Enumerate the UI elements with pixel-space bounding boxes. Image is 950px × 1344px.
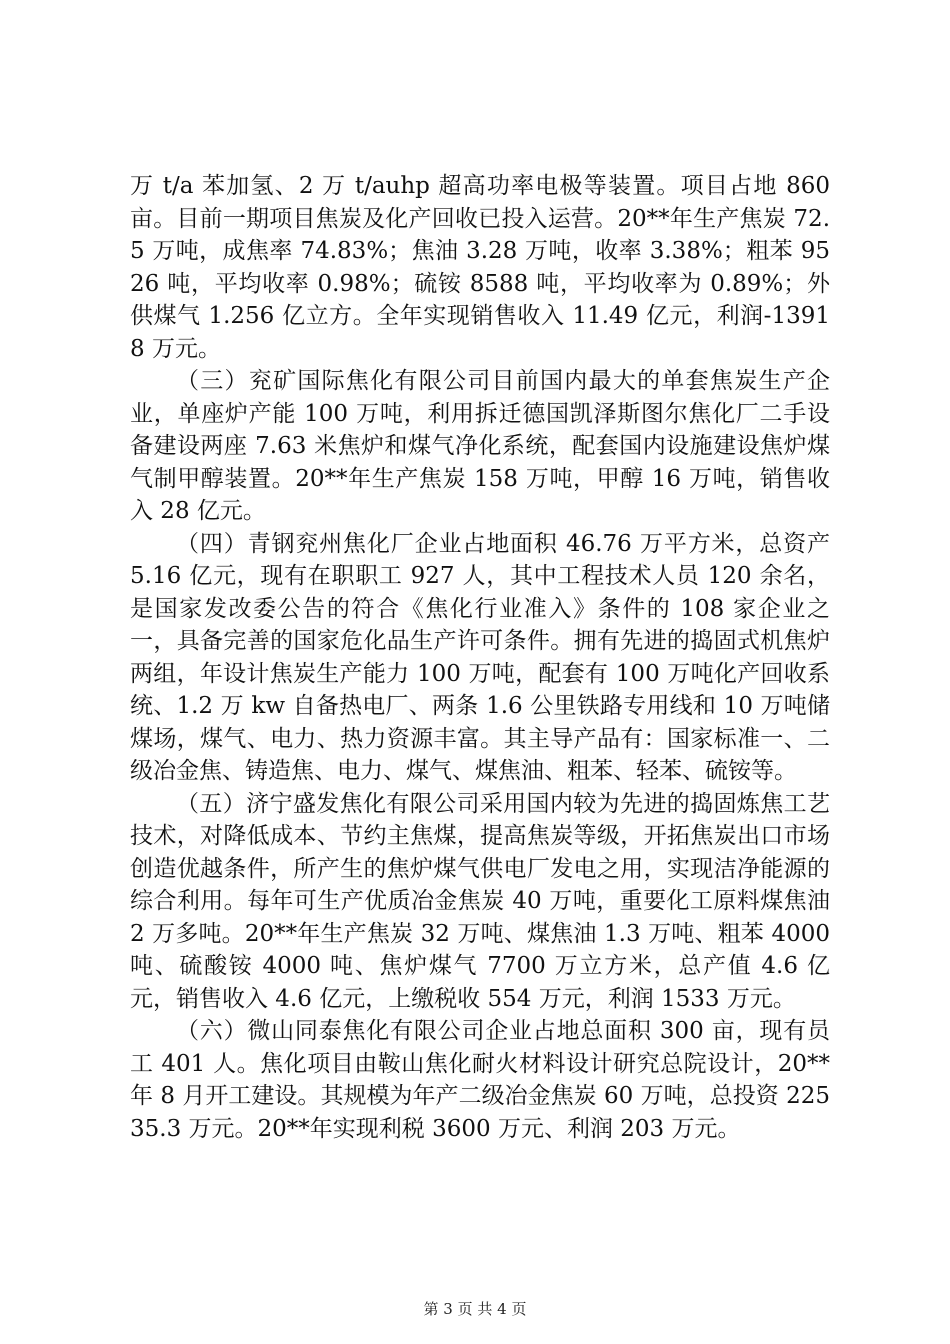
paragraph-continuation: 万 t/a 苯加氢、2 万 t/auhp 超高功率电极等装置。项目占地 860 亩。目前一期项目焦炭及化产回收已投入运营。20**年生产焦炭 72.5 万吨，成焦率 74.83%；焦油 3.28 万吨，收率 3.38%；粗苯 9526 吨，平均收率 0.98%；硫铵 8588 吨，平均收率为 0.89%；外供煤气 1.256 亿立方。全年实现销售收入 11.49 亿元，利润-13918 万元。 (130, 173, 830, 362)
paragraph-yankuang-coking: （三）兖矿国际焦化有限公司目前国内最大的单套焦炭生产企业，单座炉产能 100 万吨，利用拆迁德国凯泽斯图尔焦化厂二手设备建设两座 7.63 米焦炉和煤气净化系统，配套国内设施建设焦炉煤气制甲醇装置。20**年生产焦炭 158 万吨，甲醇 16 万吨，销售收入 28 亿元。 (130, 368, 830, 524)
document-body (130, 170, 830, 1145)
page-number-footer: 第 3 页 共 4 页 (423, 1300, 527, 1318)
paragraph-weishan-coking: （六）微山同泰焦化有限公司企业占地总面积 300 亩，现有员工 401 人。焦化项目由鞍山焦化耐火材料设计研究总院设计，20**年 8 月开工建设。其规模为年产二级冶金焦炭 60 万吨，总投资 22535.3 万元。20**年实现利税 3600 万元、利润 203 万元。 (130, 1018, 830, 1142)
paragraph-shengfa-coking: （五）济宁盛发焦化有限公司采用国内较为先进的捣固炼焦工艺技术，对降低成本、节约主焦煤，提高焦炭等级，开拓焦炭出口市场创造优越条件，所产生的焦炉煤气供电厂发电之用，实现洁净能源的综合利用。每年可生产优质冶金焦炭 40 万吨，重要化工原料煤焦油 2 万多吨。20**年生产焦炭 32 万吨、煤焦油 1.3 万吨、粗苯 4000 吨、硫酸铵 4000 吨、焦炉煤气 7700 万立方米，总产值 4.6 亿元，销售收入 4.6 亿元，上缴税收 554 万元，利润 1533 万元。 (130, 790, 830, 1012)
paragraph-qinggang-coking: （四）青钢兖州焦化厂企业占地面积 46.76 万平方米，总资产 5.16 亿元，现有在职职工 927 人，其中工程技术人员 120 余名，是国家发改委公告的符合《焦化行业准入》条件的 108 家企业之一，具备完善的国家危化品生产许可条件。拥有先进的捣固式机焦炉两组，年设计焦炭生产能力 100 万吨，配套有 100 万吨化产回收系统、1.2 万 kw 自备热电厂、两条 1.6 公里铁路专用线和 10 万吨储煤场，煤气、电力、热力资源丰富。其主导产品有：国家标准一、二级冶金焦、铸造焦、电力、煤气、煤焦油、粗苯、轻苯、硫铵等。 (130, 530, 830, 784)
